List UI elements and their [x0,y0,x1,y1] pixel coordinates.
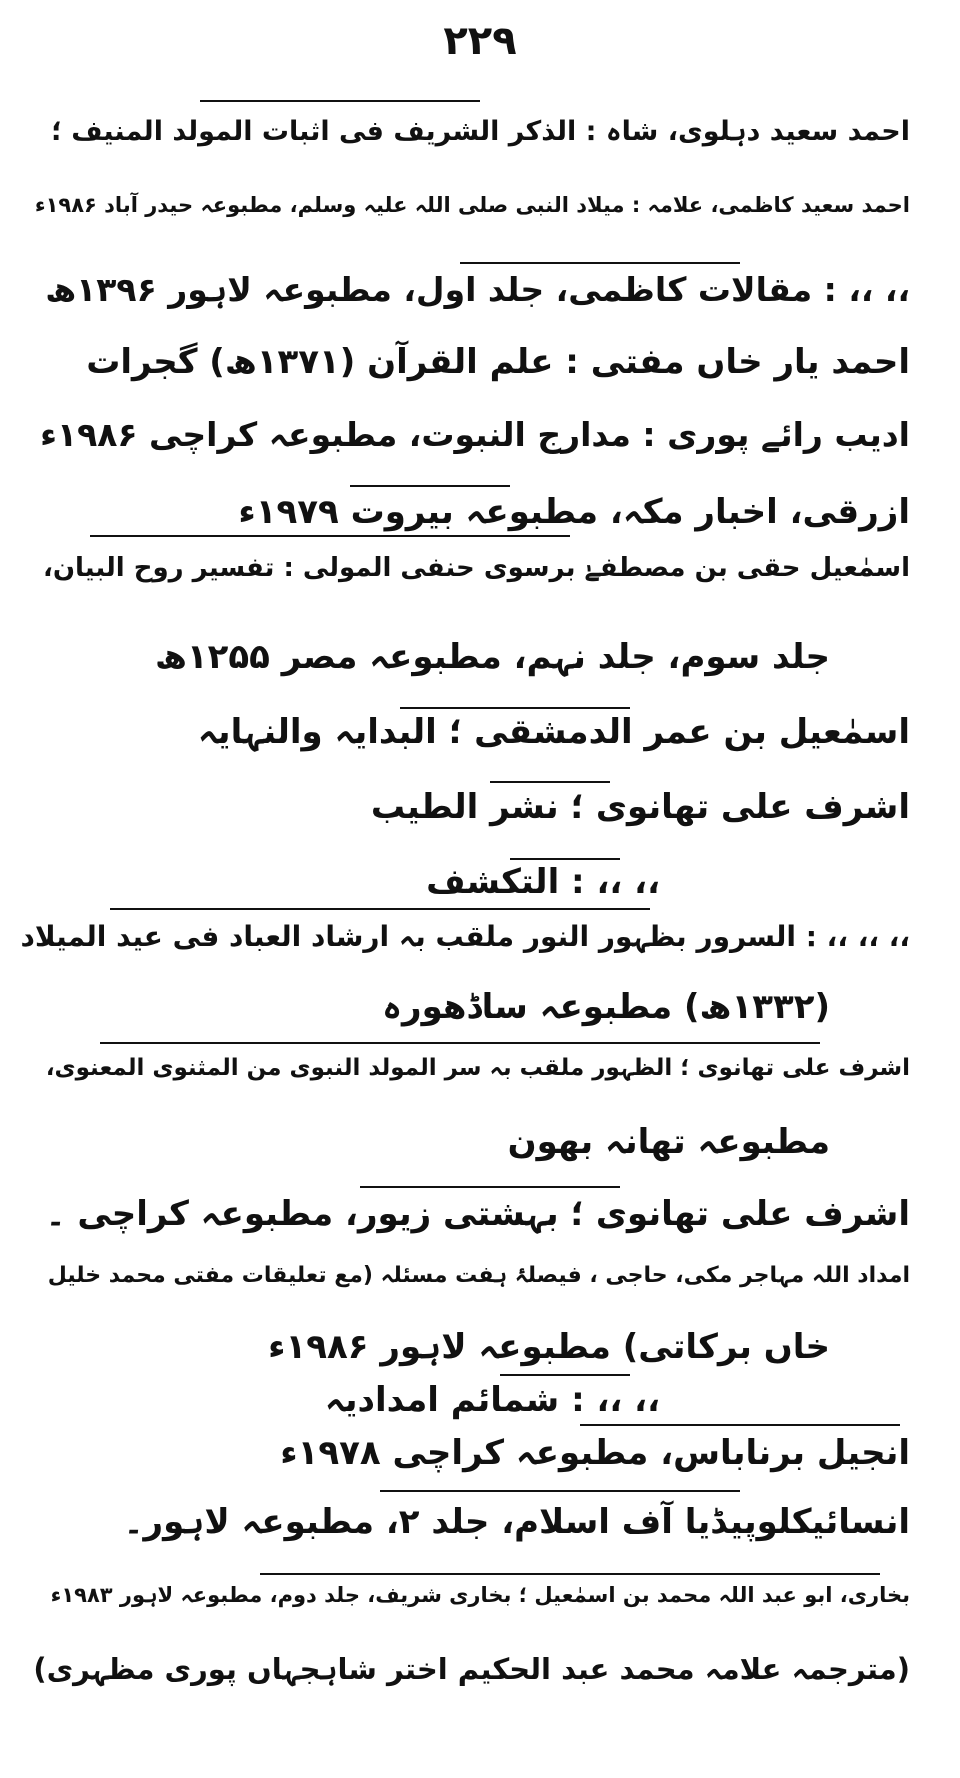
title-overline [460,262,740,264]
bibliography-entry: مطبوعہ تھانہ بھون [507,1122,830,1162]
bibliography-entry: اشرف علی تھانوی ؛ نشر الطیب [370,787,910,827]
title-overline [90,535,570,537]
bibliography-entry: اسمٰعیل بن عمر الدمشقی ؛ البدایہ والنہایہ [197,712,910,752]
bibliography-entry: ازرقی، اخبار مکہ، مطبوعہ بیروت ۱۹۷۹ء [238,492,910,532]
title-overline [490,781,610,783]
title-overline [200,100,480,102]
bibliography-entry: انسائیکلوپیڈیا آف اسلام، جلد ۲، مطبوعہ لاہور۔ [123,1502,910,1542]
bibliography-entry: احمد یار خاں مفتی : علم القرآن (۱۳۷۱ھ) گجرات [86,342,910,382]
bibliography-entry: اسمٰعیل حقی بن مصطفےٰ برسوی حنفی المولی : تفسیر روح البیان، [42,553,910,583]
title-overline [510,858,620,860]
title-overline [400,707,630,709]
title-overline [380,1490,740,1492]
title-overline [350,485,510,487]
title-overline [260,1573,880,1575]
bibliography-entry: اشرف علی تھانوی ؛ الظہور ملقب بہ سر المولد النبوی من المثنوی المعنوی، [45,1055,910,1081]
title-overline [360,1186,620,1188]
bibliography-entry: امداد اللہ مہاجر مکی، حاجی ، فیصلۂ ہفت مسئلہ (مع تعلیقات مفتی محمد خلیل [47,1263,910,1288]
bibliography-entry: انجیل برناباس، مطبوعہ کراچی ۱۹۷۸ء [280,1433,910,1473]
title-overline [500,1374,630,1376]
bibliography-entry: اشرف علی تھانوی ؛ بہشتی زیور، مطبوعہ کراچی ۔ [45,1194,910,1234]
bibliography-entry: احمد سعید کاظمی، علامہ : میلاد النبی صلی اللہ علیہ وسلم، مطبوعہ حیدر آباد ۱۹۸۶ء [34,193,910,217]
page-number: ۲۲۹ [443,18,517,64]
bibliography-entry: بخاری، ابو عبد اللہ محمد بن اسمٰعیل ؛ بخاری شریف، جلد دوم، مطبوعہ لاہور ۱۹۸۳ء [50,1583,910,1607]
bibliography-entry: ،، ،، : التکشف [426,862,660,902]
bibliography-entry: جلد سوم، جلد نہم، مطبوعہ مصر ۱۲۵۵ھ [154,637,830,677]
title-overline [580,1424,900,1426]
bibliography-entry: (مترجمہ علامہ محمد عبد الحکیم اختر شاہجہاں پوری مظہری) [33,1652,910,1686]
bibliography-entry: احمد سعید دہلوی، شاہ : الذکر الشریف فی اثبات المولد المنیف ؛ [51,116,910,147]
bibliography-entry: (۱۳۳۲ھ) مطبوعہ ساڈھورہ [382,987,830,1027]
title-overline [110,908,650,910]
bibliography-entry: ،، ،، ،، : السرور بظہور النور ملقب بہ ارشاد العباد فی عید المیلاد [20,920,910,953]
bibliography-entry: ادیب رائے پوری : مدارج النبوت، مطبوعہ کراچی ۱۹۸۶ء [40,415,910,454]
bibliography-entry: ،، ،، : مقالات کاظمی، جلد اول، مطبوعہ لاہور ۱۳۹۶ھ [45,270,910,309]
bibliography-entry: ،، ،، : شمائم امدادیہ [324,1380,660,1420]
bibliography-entry: خاں برکاتی) مطبوعہ لاہور ۱۹۸۶ء [268,1327,830,1367]
title-overline [100,1042,820,1044]
